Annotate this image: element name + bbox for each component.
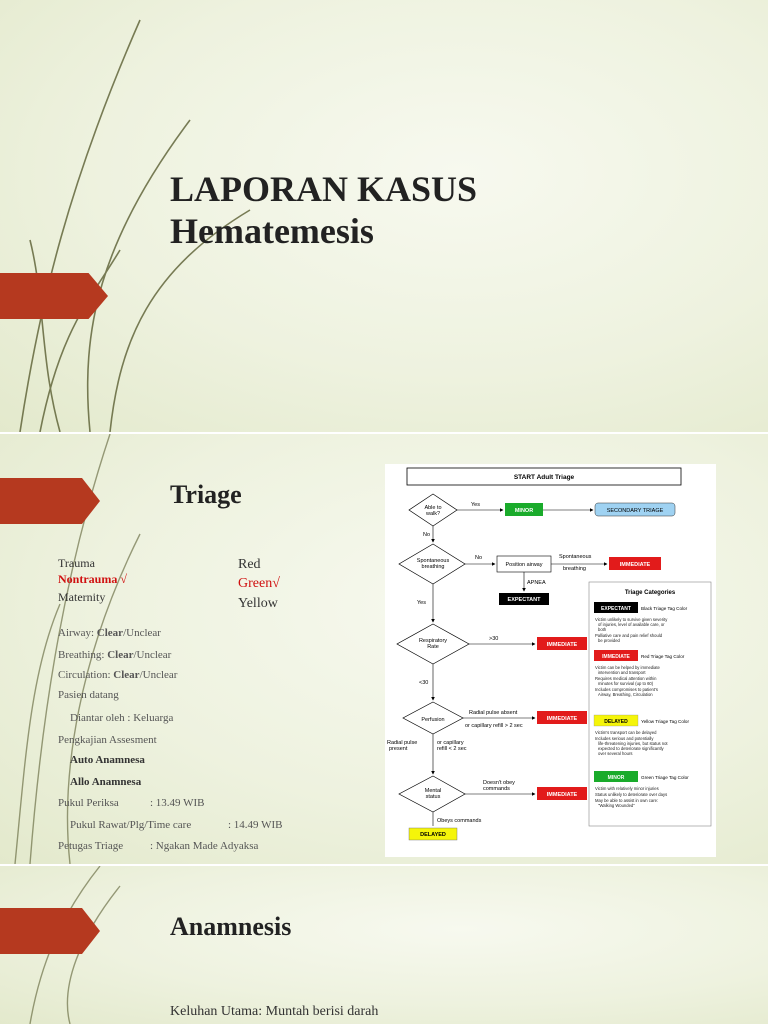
decision-respiratory-label: Respiratory bbox=[418, 638, 448, 644]
airway-row: Airway: Clear/Unclear bbox=[58, 627, 161, 639]
legend-text: Requires medical attention within bbox=[595, 676, 657, 681]
keluhan-utama: Keluhan Utama: Muntah berisi darah bbox=[170, 1004, 379, 1019]
page-title bbox=[170, 168, 477, 252]
pukul-rawat-row: Pukul Rawat/Plg/Time care bbox=[70, 819, 192, 831]
gt30-label: >30 bbox=[489, 636, 499, 642]
legend-immediate-label: IMMEDIATE bbox=[602, 654, 630, 660]
legend-text: "Walking Wounded" bbox=[598, 803, 635, 808]
legend-text: be provided bbox=[598, 638, 620, 643]
no-label-2: No bbox=[475, 555, 483, 561]
start-triage-flowchart bbox=[385, 464, 716, 857]
expectant-label: EXPECTANT bbox=[507, 597, 541, 603]
legend-text: Palliative care and pain relief should bbox=[595, 633, 663, 638]
decision-breathing-label-2: breathing bbox=[421, 564, 445, 570]
legend-text: Victim with relatively minor injuries bbox=[595, 786, 659, 791]
dont-obey-label-2: commands bbox=[483, 786, 510, 792]
cap-refill-label: or capillary refill > 2 sec bbox=[465, 723, 523, 729]
section-heading-anamnesis: Anamnesis bbox=[170, 912, 292, 941]
legend-expectant-label: EXPECTANT bbox=[601, 606, 631, 612]
section-heading-triage: Triage bbox=[170, 480, 242, 509]
pasien-datang: Pasien datang bbox=[58, 689, 119, 701]
dont-obey-label: Doesn't obey bbox=[483, 780, 515, 786]
slide-title bbox=[0, 0, 768, 432]
category-maternity: Maternity bbox=[58, 590, 106, 604]
minor-label: MINOR bbox=[514, 508, 534, 514]
cap-refill-lt-label-2: refill < 2 sec bbox=[437, 746, 467, 752]
legend-text: May be able to assist in own care: bbox=[595, 798, 659, 803]
legend-text: Status unlikely to deteriorate over days bbox=[595, 792, 668, 797]
legend-title: Triage Categories bbox=[624, 590, 676, 596]
legend-delayed-desc: Yellow Triage Tag Color bbox=[641, 719, 690, 724]
breathing-row: Breathing: Clear/Unclear bbox=[58, 649, 172, 661]
yes-label: Yes bbox=[471, 502, 480, 508]
accent-tab bbox=[0, 273, 108, 319]
radial-present-label: Radial pulse bbox=[387, 740, 418, 746]
pukul-periksa-value: : 13.49 WIB bbox=[150, 797, 205, 809]
immediate-label-1: IMMEDIATE bbox=[619, 562, 651, 568]
lt30-label: <30 bbox=[419, 680, 429, 686]
no-label: No bbox=[423, 532, 431, 538]
legend-text: of injuries, level of available care, or bbox=[598, 622, 665, 627]
legend-text: life-threatening injuries, but status not bbox=[598, 741, 668, 746]
legend-text: Airway, Breathing, Circulation bbox=[598, 692, 653, 697]
decision-breathing-label: Spontaneous bbox=[416, 558, 450, 564]
decision-walk-label: Able to bbox=[424, 505, 442, 511]
decision-perfusion-label: Perfusion bbox=[421, 717, 445, 723]
accent-tab bbox=[0, 478, 100, 524]
immediate-label-4: IMMEDIATE bbox=[546, 792, 578, 798]
pengkajian: Pengkajian Assesment bbox=[58, 734, 157, 746]
spont-breathing-label-2: breathing bbox=[563, 566, 586, 572]
legend-text: both bbox=[598, 627, 607, 632]
category-nontrauma: Nontrauma √ bbox=[58, 572, 127, 586]
category-trauma: Trauma bbox=[58, 556, 95, 570]
obeys-label: Obeys commands bbox=[437, 818, 482, 824]
petugas-label: Petugas Triage bbox=[58, 840, 124, 852]
radial-absent-label: Radial pulse absent bbox=[469, 710, 518, 716]
decision-mental-label-2: status bbox=[425, 794, 441, 800]
legend-text: Victim's transport can be delayed bbox=[595, 730, 657, 735]
legend-text: Includes compromises to patient's bbox=[595, 687, 658, 692]
decision-mental-label: Mental bbox=[424, 788, 442, 794]
slide-anamnesis bbox=[0, 866, 768, 1024]
legend-text: intervention and transport bbox=[598, 670, 646, 675]
position-airway-label: Position airway bbox=[505, 562, 543, 568]
yes-label-2: Yes bbox=[417, 600, 426, 606]
pukul-rawat-value: : 14.49 WIB bbox=[228, 819, 283, 831]
diantar-row: Diantar oleh : Keluarga bbox=[70, 712, 174, 724]
category-yellow: Yellow bbox=[238, 596, 278, 611]
legend-text: Includes serious and potentially bbox=[595, 736, 654, 741]
decision-respiratory-label-2: Rate bbox=[427, 644, 439, 650]
allo-row: Allo Anamnesa bbox=[70, 776, 142, 788]
legend-minor-label: MINOR bbox=[607, 775, 625, 781]
title-line-2: Hematemesis bbox=[170, 211, 374, 251]
pukul-periksa-label: Pukul Periksa bbox=[58, 797, 119, 809]
immediate-label-2: IMMEDIATE bbox=[546, 642, 578, 648]
title-line-1: LAPORAN KASUS bbox=[170, 169, 478, 209]
legend-text: Victim unlikely to survive given severity bbox=[595, 617, 668, 622]
legend-immediate-desc: Red Triage Tag Color bbox=[641, 654, 685, 659]
legend-text: over several hours bbox=[598, 751, 633, 756]
legend-delayed-label: DELAYED bbox=[604, 719, 628, 725]
immediate-label-3: IMMEDIATE bbox=[546, 716, 578, 722]
petugas-value: : Ngakan Made Adyaksa bbox=[150, 840, 259, 852]
circulation-row: Circulation: Clear/Unclear bbox=[58, 669, 178, 681]
auto-row: Auto Anamnesa bbox=[70, 754, 145, 766]
legend-expectant-desc: Black Triage Tag Color bbox=[641, 606, 688, 611]
delayed-label: DELAYED bbox=[420, 832, 446, 838]
category-red: Red bbox=[238, 557, 261, 572]
decision-walk-label-2: walk? bbox=[425, 511, 441, 517]
slide-triage bbox=[0, 434, 768, 864]
decorative-branches bbox=[0, 866, 768, 1024]
category-green: Green√ bbox=[238, 576, 280, 591]
apnea-label: APNEA bbox=[527, 580, 546, 586]
legend-text: minutes for survival (up to 60) bbox=[598, 681, 654, 686]
radial-present-label-2: present bbox=[389, 746, 408, 752]
accent-tab bbox=[0, 908, 100, 954]
spont-breathing-label: Spontaneous bbox=[559, 554, 592, 560]
secondary-triage-label: SECONDARY TRIAGE bbox=[606, 508, 664, 514]
legend-text: Victim can be helped by immediate bbox=[595, 665, 660, 670]
legend-text: expected to deteriorate significantly bbox=[598, 746, 664, 751]
cap-refill-lt-label: or capillary bbox=[437, 740, 464, 746]
legend-minor-desc: Green Triage Tag Color bbox=[641, 775, 689, 780]
flowchart-title: START Adult Triage bbox=[513, 474, 575, 481]
